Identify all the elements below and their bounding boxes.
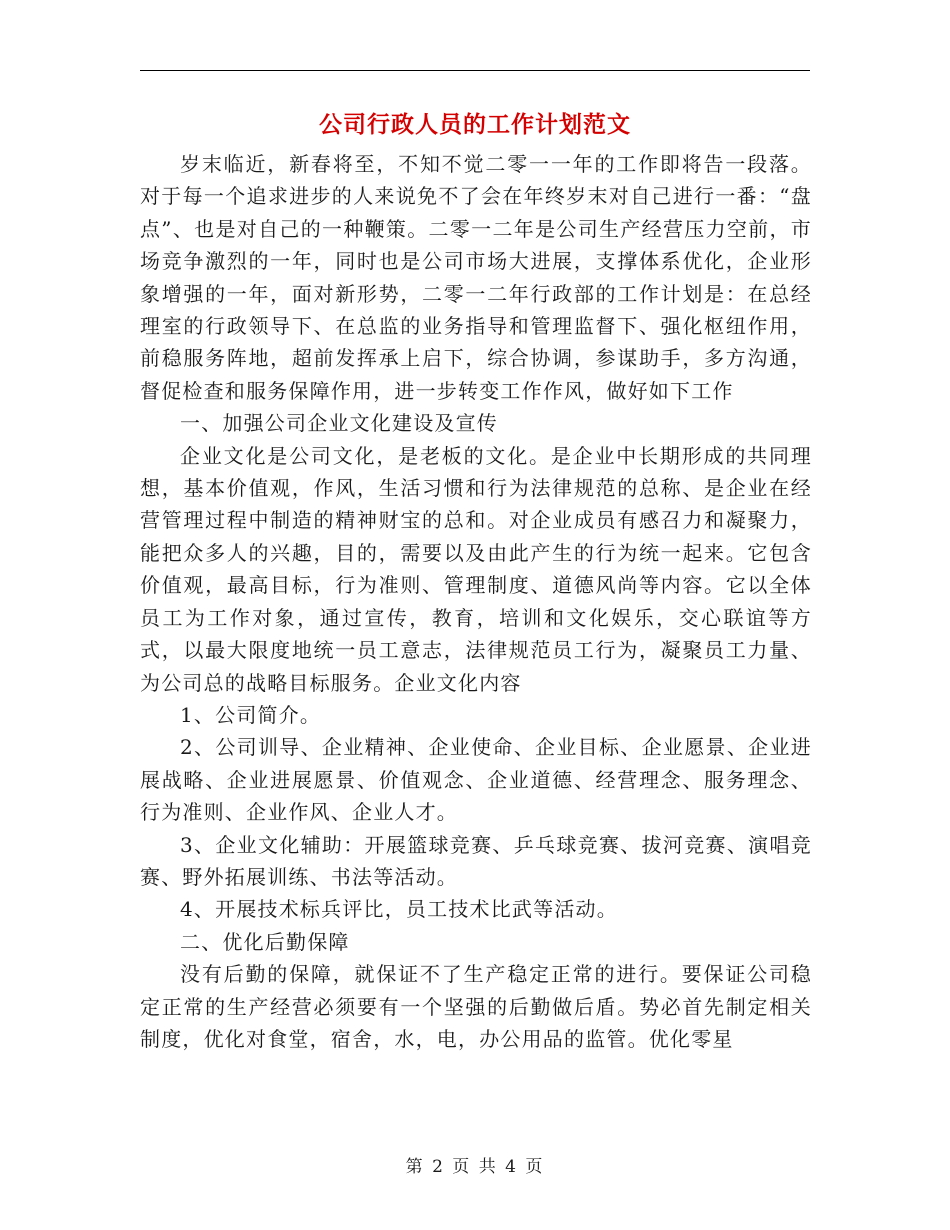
list-item-culture-activities: 3、企业文化辅助：开展篮球竞赛、乒乓球竞赛、拔河竞赛、演唱竞赛、野外拓展训练、书法等活动。: [140, 832, 812, 889]
list-item-company-guidance: 2、公司训导、企业精神、企业使命、企业目标、企业愿景、企业进展战略、企业进展愿景、价值观念、企业道德、经营理念、服务理念、行为准则、企业作风、企业人才。: [140, 735, 812, 825]
intro-paragraph: 岁末临近，新春将至，不知不觉二零一一年的工作即将告一段落。对于每一个追求进步的人来说免不了会在年终岁末对自己进行一番：“盘点”、也是对自己的一种鞭策。二零一二年是公司生产经营压力空前，市场竞争激烈的一年，同时也是公司市场大进展，支撑体系优化，企业形象增强的一年，面对新形势，二零一二年行政部的工作计划是：在总经理室的行政领导下、在总监的业务指导和管理监督下、强化枢纽作用，前稳服务阵地，超前发挥承上启下，综合协调，参谋助手，多方沟通，督促检查和服务保障作用，进一步转变工作作风，做好如下工作: [140, 152, 812, 403]
culture-paragraph: 企业文化是公司文化，是老板的文化。是企业中长期形成的共同理想，基本价值观，作风，生活习惯和行为法律规范的总称、是企业在经营管理过程中制造的精神财宝的总和。对企业成员有感召力和凝聚力，能把众多人的兴趣，目的，需要以及由此产生的行为统一起来。它包含价值观，最高目标，行为准则、管理制度、道德风尚等内容。它以全体员工为工作对象，通过宣传，教育，培训和文化娱乐，交心联谊等方式，以最大限度地统一员工意志，法律规范员工行为，凝聚员工力量、为公司总的战略目标服务。企业文化内容: [140, 443, 812, 695]
logistics-paragraph: 没有后勤的保障，就保证不了生产稳定正常的进行。要保证公司稳定正常的生产经营必须要有一个坚强的后勤做后盾。势必首先制定相关制度，优化对食堂，宿舍，水，电，办公用品的监管。优化零星: [140, 962, 812, 1051]
page-number-footer: 第 2 页 共 4 页: [405, 1157, 545, 1177]
header-rule: [140, 70, 810, 71]
document-body: [140, 148, 812, 1055]
list-item-company-intro: 1、公司简介。: [180, 702, 322, 727]
list-item-skill-contest: 4、开展技术标兵评比，员工技术比武等活动。: [180, 897, 618, 922]
section-heading-logistics: 二、优化后勤保障: [180, 929, 350, 954]
section-heading-culture: 一、加强公司企业文化建设及宣传: [180, 411, 498, 436]
document-title: 公司行政人员的工作计划范文: [319, 111, 631, 138]
